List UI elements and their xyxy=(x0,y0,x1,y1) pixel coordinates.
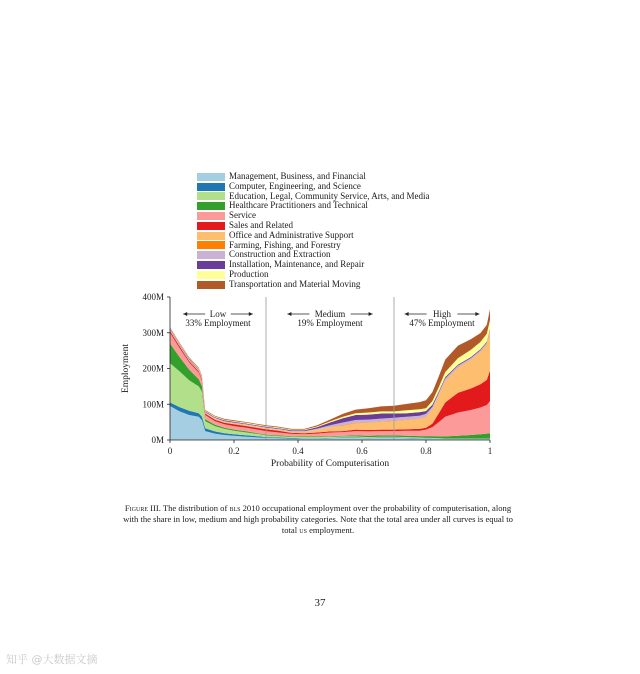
legend-label: Education, Legal, Community Service, Arts, and Media xyxy=(229,190,430,201)
legend-label: Construction and Extraction xyxy=(229,249,331,260)
caption-text: 2010 occupational employment over the probability of computerisation, along with the share in low, medium and high probability categories. Note that the total area under all curves is equal to total xyxy=(123,503,513,535)
legend-label: Healthcare Practitioners and Technical xyxy=(229,200,368,211)
region-arrowhead-left xyxy=(183,312,187,316)
legend-label: Farming, Fishing, and Forestry xyxy=(229,239,341,250)
legend-label: Transportation and Material Moving xyxy=(229,278,361,289)
figure-caption xyxy=(118,503,518,536)
region-arrowhead-right xyxy=(475,312,479,316)
caption-text: employment. xyxy=(306,525,355,535)
y-tick-label: 300M xyxy=(142,327,164,338)
region-arrowhead-left xyxy=(405,312,409,316)
figure-label: Figure III. xyxy=(124,503,161,513)
x-tick-label: 0 xyxy=(167,446,173,456)
caption-bls: bls xyxy=(229,503,241,513)
page-number: 37 xyxy=(314,597,326,609)
region-arrowhead-left xyxy=(287,312,291,316)
x-tick-label: 0.8 xyxy=(420,446,432,456)
region-name: High xyxy=(433,309,451,319)
x-tick-label: 0.6 xyxy=(356,446,368,456)
legend-label: Sales and Related xyxy=(229,219,293,230)
region-arrowhead-right xyxy=(249,312,253,316)
legend-label: Service xyxy=(229,210,256,221)
caption-us: us xyxy=(299,525,307,535)
region-share: 19% Employment xyxy=(297,318,363,328)
y-tick-label: 400M xyxy=(142,292,164,302)
legend-label: Installation, Maintenance, and Repair xyxy=(229,259,365,270)
x-axis-label: Probability of Computerisation xyxy=(270,459,390,469)
x-tick-label: 0.2 xyxy=(228,446,240,456)
legend-label: Computer, Engineering, and Science xyxy=(229,180,361,191)
x-tick-label: 1 xyxy=(487,446,493,456)
region-name: Low xyxy=(209,309,227,319)
watermark: 知乎 @大数据文摘 xyxy=(6,653,98,666)
y-axis-label: Employment xyxy=(121,343,131,394)
x-tick-label: 0.4 xyxy=(292,446,304,456)
legend-label: Production xyxy=(229,268,269,279)
region-name: Medium xyxy=(314,309,346,319)
legend-label: Office and Administrative Support xyxy=(229,229,354,240)
y-tick-label: 200M xyxy=(142,363,164,374)
y-tick-label: 100M xyxy=(142,399,164,410)
region-share: 33% Employment xyxy=(185,318,251,328)
y-tick-label: 0M xyxy=(151,435,164,445)
legend-label: Management, Business, and Financial xyxy=(229,171,366,181)
region-arrowhead-right xyxy=(369,312,373,316)
region-share: 47% Employment xyxy=(409,318,475,328)
caption-text: The distribution of xyxy=(160,503,230,513)
